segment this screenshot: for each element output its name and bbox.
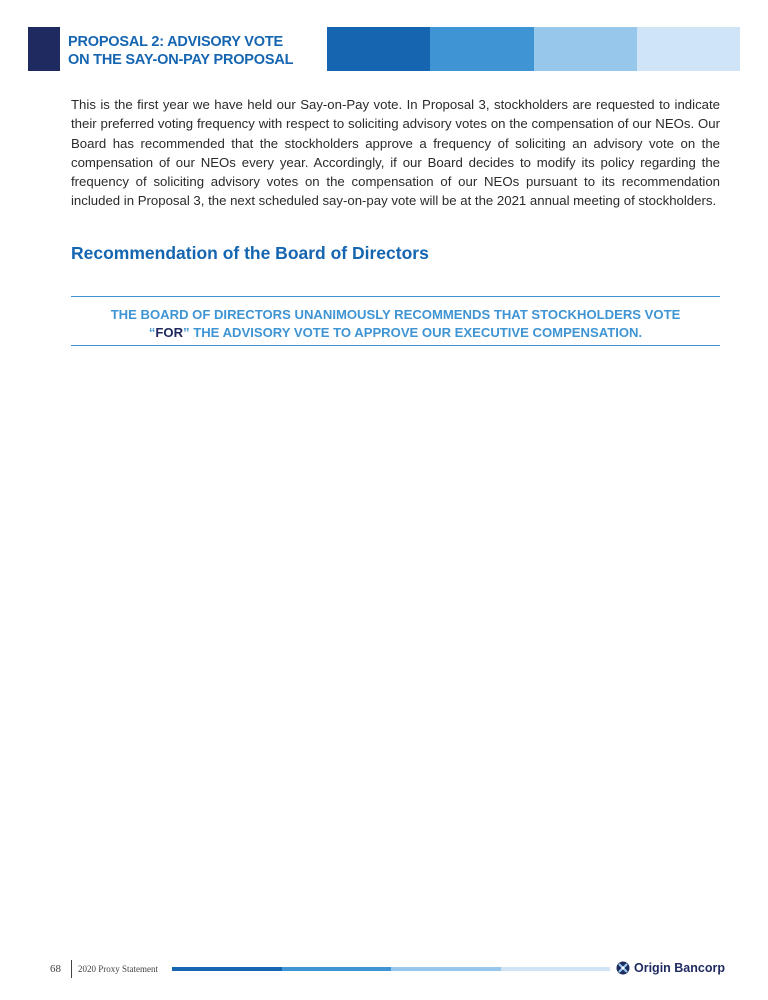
- recommendation-for: FOR: [155, 325, 184, 340]
- recommendation-rest: ” THE ADVISORY VOTE TO APPROVE OUR EXECUTIVE COMPENSATION.: [183, 325, 643, 340]
- footer-color-bands: [172, 967, 610, 971]
- origin-logo-icon: [616, 961, 630, 975]
- page-title-line-2: ON THE SAY-ON-PAY PROPOSAL: [68, 52, 294, 68]
- company-logo: [616, 961, 725, 975]
- header-color-bands: [327, 27, 740, 71]
- footer-band-3: [391, 967, 501, 971]
- recommendation-open-quote: “: [148, 325, 156, 340]
- page-footer: [0, 960, 768, 984]
- footer-band-2: [282, 967, 392, 971]
- footer-band-4: [501, 967, 611, 971]
- footer-divider: [71, 960, 72, 978]
- footer-band-1: [172, 967, 282, 971]
- logo-text: Origin Bancorp: [634, 961, 725, 975]
- header-band-4: [637, 27, 740, 71]
- header-band-2: [430, 27, 533, 71]
- page-title: [68, 33, 328, 69]
- header-accent-square: [28, 27, 60, 71]
- header-band-3: [534, 27, 637, 71]
- page-title-line-1: PROPOSAL 2: ADVISORY VOTE: [68, 34, 283, 50]
- body-paragraph: This is the first year we have held our Say-on-Pay vote. In Proposal 3, stockholders are requested to indicate their preferred voting frequency with respect to soliciting advisory votes on the compensation of our NEOs. Our Board has recommended that the stockholders approve a frequency of soliciting an advisory vote on the compensation of our NEOs every year. Accordingly, if our Board decides to modify its policy regarding the frequency of soliciting advisory votes on the compensation of our NEOs pursuant to its recommendation included in Proposal 3, the next scheduled say-on-pay vote will be at the 2021 annual meeting of stockholders.: [71, 97, 720, 209]
- recommendation-line-1: THE BOARD OF DIRECTORS UNANIMOUSLY RECOMMENDS THAT STOCKHOLDERS VOTE: [110, 307, 681, 322]
- recommendation-line-2: [71, 324, 720, 342]
- document-title: 2020 Proxy Statement: [78, 964, 158, 974]
- header-band-1: [327, 27, 430, 71]
- recommendation-box: [71, 296, 720, 346]
- page-number: 68: [50, 963, 61, 975]
- section-heading: Recommendation of the Board of Directors: [71, 243, 429, 263]
